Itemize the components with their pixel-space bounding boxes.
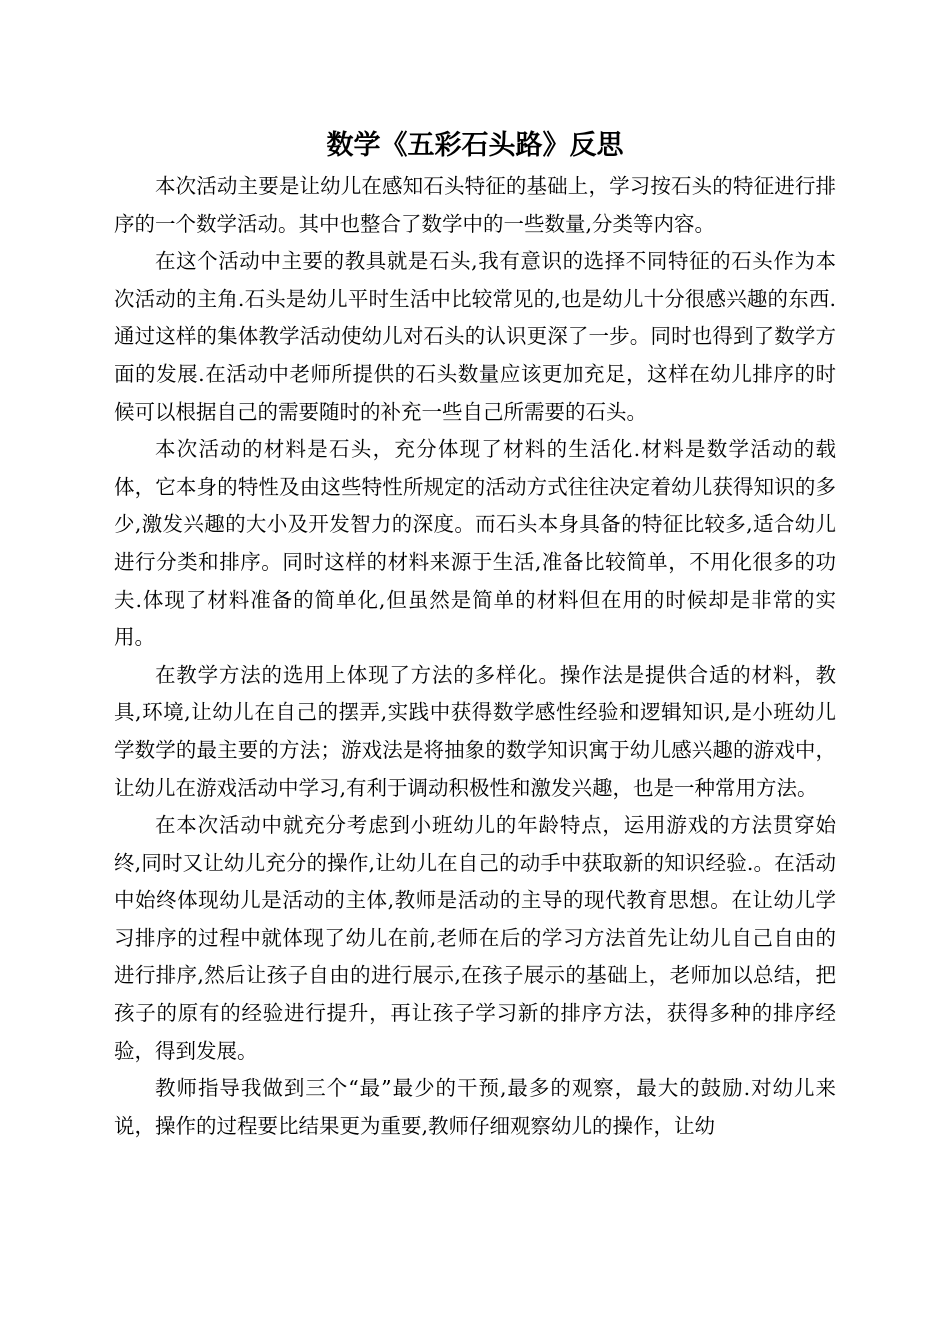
document-body — [114, 168, 836, 1145]
paragraph: 在教学方法的选用上体现了方法的多样化。操作法是提供合适的材料，教具,环境,让幼儿在自己的摆弄,实践中获得数学感性经验和逻辑知识,是小班幼儿学数学的最主要的方法；游戏法是将抽象的数学知识寓于幼儿感兴趣的游戏中，让幼儿在游戏活动中学习,有利于调动积极性和激发兴趣，也是一种常用方法。 — [114, 662, 836, 800]
paragraph: 教师指导我做到三个“最”最少的干预,最多的观察，最大的鼓励.对幼儿来说，操作的过程要比结果更为重要,教师仔细观察幼儿的操作，让幼 — [114, 1076, 836, 1138]
paragraph: 本次活动的材料是石头，充分体现了材料的生活化.材料是数学活动的载体，它本身的特性及由这些特性所规定的活动方式往往决定着幼儿获得知识的多少,激发兴趣的大小及开发智力的深度。而石头本身具备的特征比较多,适合幼儿进行分类和排序。同时这样的材料来源于生活,准备比较简单，不用化很多的功夫.体现了材料准备的简单化,但虽然是简单的材料但在用的时候却是非常的实用。 — [114, 437, 836, 650]
document-title: 数学《五彩石头路》反思 — [326, 130, 624, 161]
paragraph: 在这个活动中主要的教具就是石头,我有意识的选择不同特征的石头作为本次活动的主角.石头是幼儿平时生活中比较常见的,也是幼儿十分很感兴趣的东西.通过这样的集体教学活动使幼儿对石头的认识更深了一步。同时也得到了数学方面的发展.在活动中老师所提供的石头数量应该更加充足，这样在幼儿排序的时候可以根据自己的需要随时的补充一些自己所需要的石头。 — [114, 249, 836, 424]
paragraph: 本次活动主要是让幼儿在感知石头特征的基础上，学习按石头的特征进行排序的一个数学活动。其中也整合了数学中的一些数量,分类等内容。 — [114, 174, 836, 236]
paragraph: 在本次活动中就充分考虑到小班幼儿的年龄特点，运用游戏的方法贯穿始终,同时又让幼儿充分的操作,让幼儿在自己的动手中获取新的知识经验.。在活动中始终体现幼儿是活动的主体,教师是活动的主导的现代教育思想。在让幼儿学习排序的过程中就体现了幼儿在前,老师在后的学习方法首先让幼儿自己自由的进行排序,然后让孩子自由的进行展示,在孩子展示的基础上，老师加以总结，把孩子的原有的经验进行提升，再让孩子学习新的排序方法，获得多种的排序经验，得到发展。 — [114, 813, 836, 1063]
